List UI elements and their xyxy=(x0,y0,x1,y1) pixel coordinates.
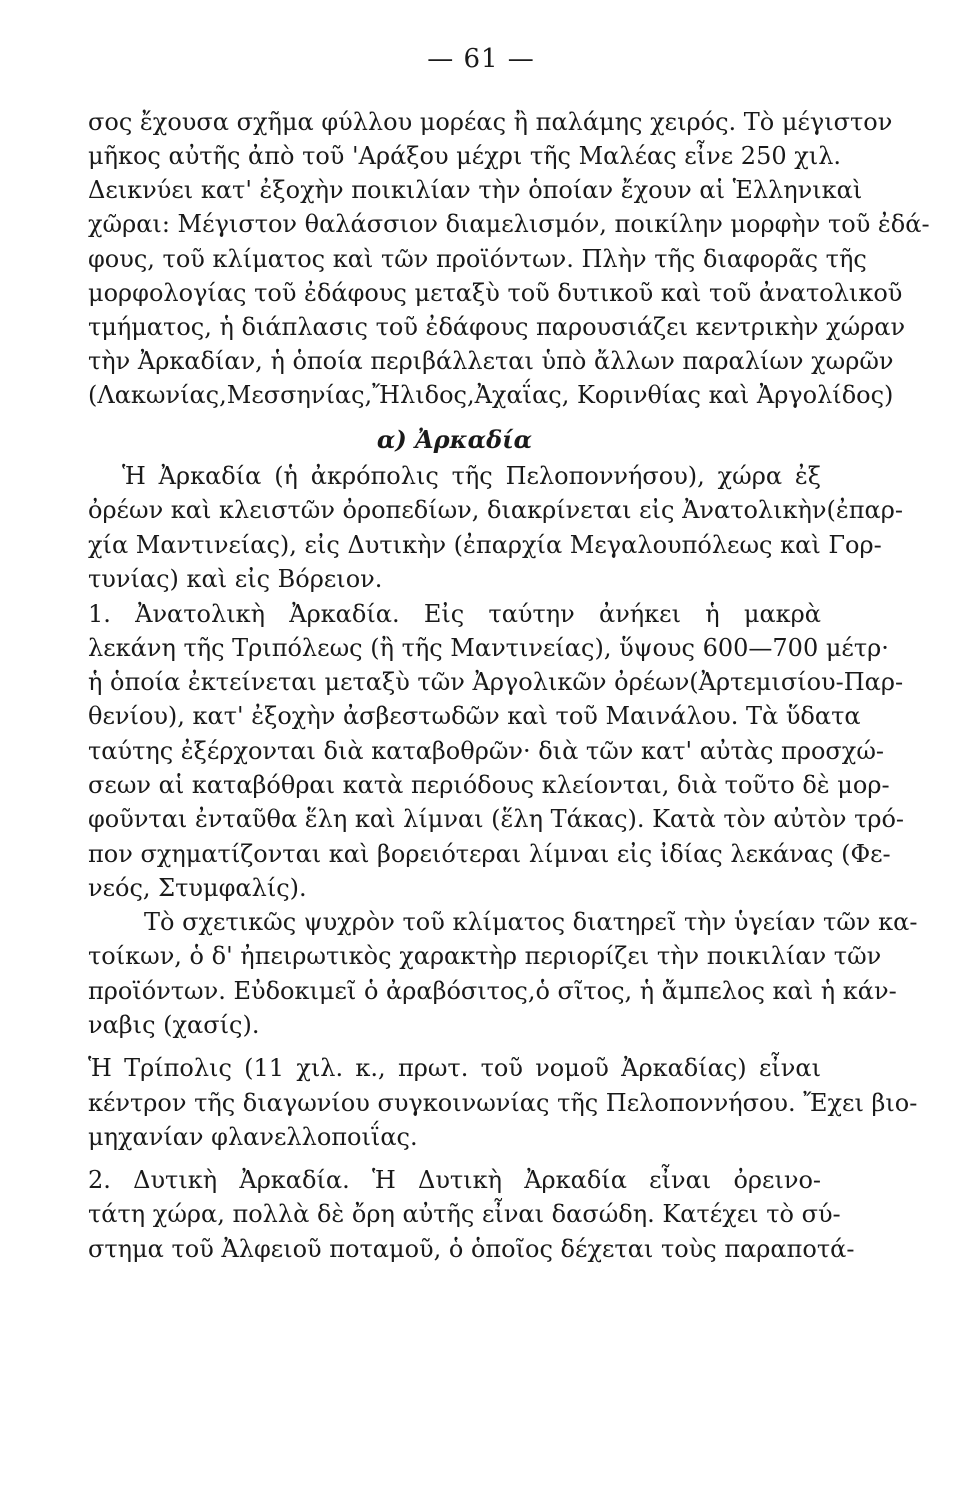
text-line: ἡ ὁποία ἐκτείνεται μεταξὺ τῶν Ἀργολικῶν ὀρέων(Ἀρτεμισίου-Παρ- xyxy=(88,668,904,696)
text-line: σεων αἱ καταβόθραι κατὰ περιόδους κλείονται, διὰ τοῦτο δὲ μορ- xyxy=(88,771,890,799)
text-line: τμήματος, ἡ διάπλασις τοῦ ἐδάφους παρουσιάζει κεντρικὴν χώραν xyxy=(88,313,906,341)
text-line: χία Μαντινείας), εἰς Δυτικὴν (ἐπαρχία Μεγαλουπόλεως καὶ Γορ- xyxy=(88,531,882,559)
text-line: μῆκος αὐτῆς ἀπὸ τοῦ 'Αράξου μέχρι τῆς Μαλέας εἶνε 250 χιλ. xyxy=(88,142,842,170)
text-line: Ἡ Ἀρκαδία (ἡ ἀκρόπολις τῆς Πελοποννήσου), χώρα ἐξ xyxy=(122,462,821,490)
text-line: κέντρον τῆς διαγωνίου συγκοινωνίας τῆς Πελοποννήσου. Ἔχει βιο- xyxy=(88,1089,918,1117)
text-line: μηχανίαν φλανελλοποιΐας. xyxy=(88,1123,418,1151)
text-line: πον σχηματίζονται καὶ βορειότεραι λίμναι εἰς ἰδίας λεκάνας (Φε- xyxy=(88,840,891,868)
text-line: ὀρέων καὶ κλειστῶν ὀροπεδίων, διακρίνεται εἰς Ἀνατολικὴν(ἐπαρ- xyxy=(88,496,903,524)
text-line: α) Ἀρκαδία xyxy=(376,425,533,454)
text-line: σος ἔχουσα σχῆμα φύλλου μορέας ἢ παλάμης χειρός. Τὸ μέγιστον xyxy=(88,108,893,136)
text-line: προϊόντων. Εὐδοκιμεῖ ὁ ἀραβόσιτος,ὁ σῖτος, ἡ ἄμπελος καὶ ἡ κάν- xyxy=(88,977,897,1005)
text-line: 2. Δυτικὴ Ἀρκαδία. Ἡ Δυτικὴ Ἀρκαδία εἶναι ὀρεινο- xyxy=(88,1166,821,1194)
text-line: τυνίας) καὶ εἰς Βόρειον. xyxy=(88,565,383,593)
text-line: 1. Ἀνατολικὴ Ἀρκαδία. Εἰς ταύτην ἀνήκει ἡ μακρὰ xyxy=(88,600,821,628)
text-line: λεκάνη τῆς Τριπόλεως (ἢ τῆς Μαντινείας), ὕψους 600—700 μέτρ· xyxy=(88,634,889,662)
text-line: Τὸ σχετικῶς ψυχρὸν τοῦ κλίματος διατηρεῖ τὴν ὑγείαν τῶν κα- xyxy=(144,908,918,936)
page-number: — 61 — xyxy=(427,44,535,74)
text-line: Δεικνύει κατ' ἐξοχὴν ποικιλίαν τὴν ὁποίαν ἔχουν αἱ Ἑλληνικαὶ xyxy=(88,176,863,204)
text-line: φοῦνται ἐνταῦθα ἕλη καὶ λίμναι (ἕλη Τάκας). Κατὰ τὸν αὐτὸν τρό- xyxy=(88,805,905,833)
text-line: ναβις (χασίς). xyxy=(88,1011,260,1039)
text-line: ταύτης ἐξέρχονται διὰ καταβοθρῶν· διὰ τῶν κατ' αὐτὰς προσχώ- xyxy=(88,737,884,765)
text-line: (Λακωνίας,Μεσσηνίας,Ἤλιδος,Ἀχαΐας, Κορινθίας καὶ Ἀργολίδος) xyxy=(88,381,894,409)
text-line: Ἡ Τρίπολις (11 χιλ. κ., πρωτ. τοῦ νομοῦ Ἀρκαδίας) εἶναι xyxy=(88,1054,821,1082)
text-line: φους, τοῦ κλίματος καὶ τῶν προϊόντων. Πλὴν τῆς διαφορᾶς τῆς xyxy=(88,245,867,273)
text-line: στημα τοῦ Ἀλφειοῦ ποταμοῦ, ὁ ὁποῖος δέχεται τοὺς παραποτά- xyxy=(88,1235,855,1263)
text-line: τοίκων, ὁ δ' ἠπειρωτικὸς χαρακτὴρ περιορίζει τὴν ποικιλίαν τῶν xyxy=(88,942,882,970)
text-line: θενίου), κατ' ἐξοχὴν ἀσβεστωδῶν καὶ τοῦ Μαινάλου. Τὰ ὕδατα xyxy=(88,702,861,730)
text-line: χῶραι: Μέγιστον θαλάσσιον διαμελισμόν, ποικίλην μορφὴν τοῦ ἐδά- xyxy=(88,210,930,238)
text-line: τάτη χώρα, πολλὰ δὲ ὄρη αὐτῆς εἶναι δασώδη. Κατέχει τὸ σύ- xyxy=(88,1200,841,1228)
text-line: τὴν Ἀρκαδίαν, ἡ ὁποία περιβάλλεται ὑπὸ ἄλλων παραλίων χωρῶν xyxy=(88,347,894,375)
text-line: νεός, Στυμφαλίς). xyxy=(88,874,307,902)
text-line: μορφολογίας τοῦ ἐδάφους μεταξὺ τοῦ δυτικοῦ καὶ τοῦ ἀνατολικοῦ xyxy=(88,279,903,307)
